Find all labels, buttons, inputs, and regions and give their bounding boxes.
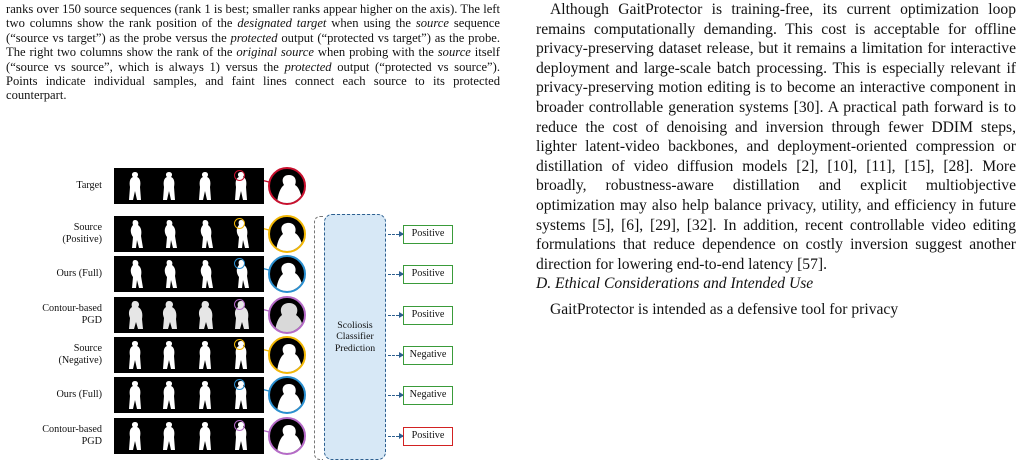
row-label: Contour-based PGD [42, 424, 102, 447]
region-marker [234, 258, 245, 269]
silhouette-strip [114, 256, 264, 292]
prediction-box: Positive [403, 265, 453, 284]
row-label: Source (Negative) [58, 343, 102, 366]
region-marker [234, 218, 245, 229]
prediction-arrow [388, 234, 403, 236]
prediction-box: Positive [403, 427, 453, 446]
row-label: Ours (Full) [56, 389, 102, 400]
region-marker [234, 379, 245, 390]
gait-silhouette [158, 300, 180, 330]
prediction-box: Negative [403, 346, 453, 365]
prediction-arrow [388, 395, 403, 397]
caption-segment: protected [284, 59, 332, 74]
silhouette-strip [114, 337, 264, 373]
caption-segment: ranks over 150 source sequences (rank 1 is best; smaller ranks appear higher on the axis). The left two columns show the rank position of the [6, 2, 500, 31]
prediction-arrow [388, 436, 403, 438]
caption-segment: source [437, 45, 471, 60]
zoom-circle [268, 215, 306, 253]
gait-silhouette [124, 219, 146, 249]
scoliosis-classifier-box [324, 214, 386, 460]
zoom-circle [268, 167, 306, 205]
gait-silhouette [158, 380, 180, 410]
paragraph-ethics: GaitProtector is intended as a defensive tool for privacy [550, 300, 899, 318]
right-column-text [536, 0, 1016, 320]
row-label: Ours (Full) [56, 268, 102, 279]
gait-silhouette [194, 219, 216, 249]
caption-segment: protected [230, 30, 278, 45]
gait-silhouette [194, 421, 216, 451]
classifier-bracket [314, 216, 323, 460]
silhouette-strip [114, 216, 264, 252]
caption-segment: original source [236, 45, 314, 60]
figure-caption [6, 2, 500, 103]
silhouette-strip [114, 377, 264, 413]
zoomed-head [270, 298, 306, 334]
caption-segment: output (“protected vs source”). Points indicate individual samples, and faint lines connect each source to its protected counterpart. [6, 59, 500, 103]
zoomed-head [270, 419, 306, 455]
zoomed-head [270, 169, 306, 205]
silhouette-strip [114, 297, 264, 333]
zoom-circle [268, 376, 306, 414]
silhouette-strip [114, 168, 264, 204]
caption-segment: sequence (“source vs target”) as the probe versus the [6, 16, 500, 45]
region-marker [234, 170, 245, 181]
caption-segment: when using the [326, 16, 416, 31]
prediction-arrow [388, 274, 403, 276]
zoomed-head [270, 378, 306, 414]
caption-segment: when probing with the [313, 45, 438, 60]
gait-silhouette [194, 340, 216, 370]
section-heading-ethics: D. Ethical Considerations and Intended Use [536, 275, 814, 293]
gait-silhouette [194, 380, 216, 410]
gait-silhouette [124, 340, 146, 370]
prediction-box: Positive [403, 225, 453, 244]
classifier-label: Scoliosis Classifier Prediction [334, 319, 376, 354]
row-label: Contour-based PGD [42, 303, 102, 326]
gait-silhouette [194, 300, 216, 330]
region-marker [234, 420, 245, 431]
gait-silhouette [194, 259, 216, 289]
caption-segment: designated target [237, 16, 327, 31]
gait-silhouette [124, 300, 146, 330]
row-label: Source (Positive) [62, 222, 102, 245]
gait-silhouette [124, 259, 146, 289]
zoom-circle [268, 255, 306, 293]
gait-silhouette [158, 219, 180, 249]
zoomed-head [270, 338, 306, 374]
region-marker [234, 339, 245, 350]
zoomed-head [270, 257, 306, 293]
paragraph-latency: Although GaitProtector is training-free, its current optimization loop remains computationally demanding. This cost is acceptable for offline privacy-preserving dataset release, but it remains a limitation for interactive deployment and large-scale batch processing. This is especially relevant if privacy-preserving motion editing is to become an interactive component in broader controllable generation systems [30]. A practical path forward is to reduce the cost of denoising and inversion through fewer DDIM steps, lighter latent-video backbones, and deployment-oriented compression or distillation of video diffusion models [2], [10], [11], [15], [28]. More broadly, robustness-aware distillation and explicit multiobjective optimization may also help balance privacy, utility, and efficiency in future systems [5], [6], [29], [32]. In addition, recent controllable video editing formulations that reduce dependence on costly inversion suggest another direction for lowering end-to-end latency [57]. [536, 1, 1016, 273]
zoomed-head [270, 217, 306, 253]
prediction-box: Positive [403, 306, 453, 325]
zoom-circle [268, 336, 306, 374]
caption-segment: source [415, 16, 449, 31]
silhouette-strip [114, 418, 264, 454]
gait-silhouette [158, 259, 180, 289]
zoom-circle [268, 417, 306, 455]
prediction-arrow [388, 315, 403, 317]
zoom-circle [268, 296, 306, 334]
row-label: Target [76, 180, 102, 191]
caption-text [6, 2, 500, 103]
region-marker [234, 299, 245, 310]
prediction-arrow [388, 355, 403, 357]
qualitative-figure [0, 164, 510, 469]
caption-segment: output (“protected vs target”) as the probe. The right two columns show the rank of the [6, 30, 500, 60]
gait-silhouette [124, 171, 146, 201]
gait-silhouette [158, 421, 180, 451]
gait-silhouette [158, 171, 180, 201]
prediction-box: Negative [403, 386, 453, 405]
caption-segment: itself (“source vs source”, which is always 1) versus the [6, 45, 500, 74]
gait-silhouette [158, 340, 180, 370]
gait-silhouette [194, 171, 216, 201]
gait-silhouette [124, 421, 146, 451]
gait-silhouette [124, 380, 146, 410]
